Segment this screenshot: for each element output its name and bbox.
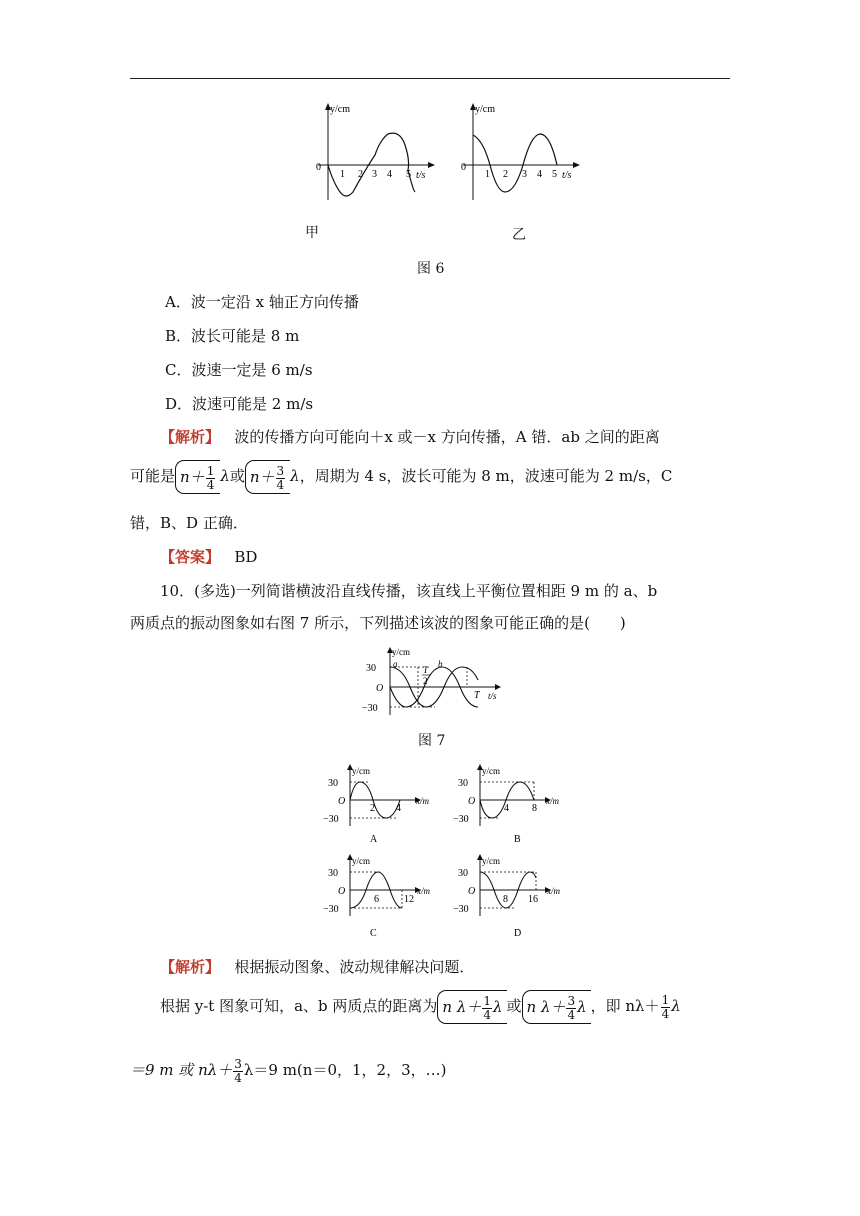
fig6-jia-tick: 2 [358,169,363,180]
q10-lambda-3: λ [671,997,681,1015]
q10-expr-1 [437,990,506,1024]
option-d-tick: 8 [503,894,508,905]
q9-frac-2-num: 3 [276,463,285,478]
q9-answer [160,546,257,567]
option-a-label: A [370,834,378,845]
fig7-graph [360,645,510,717]
q10-frac-3 [661,994,671,1021]
option-d-y-pos: 30 [458,868,468,879]
option-a: A．波一定沿 x 轴正方向传播 [165,293,359,311]
q10-frac-2-den: 4 [567,1007,576,1022]
q9-or: 或 [229,467,245,485]
q9-analysis-line3: 错，B、D 正确． [130,514,248,532]
option-b-y-axis: y/cm [482,766,500,776]
q10-mid: ，即 nλ＋ [590,997,660,1015]
q10-frac-3-num: 1 [661,992,670,1007]
q9-analysis-post: ，周期为 4 s，波长可能为 8 m，波速可能为 2 m/s，C [299,467,673,485]
fig6-graph-yi [455,100,585,205]
option-b-y-neg: −30 [453,814,469,825]
q9-frac-1-num: 1 [206,463,215,478]
fig7-t-tick: T [474,690,480,701]
fig6-label-jia: 甲 [305,225,319,241]
option-b: B．波长可能是 8 m [165,327,300,345]
option-graph-d [448,852,578,942]
q9-analysis-pre: 可能是 [130,467,176,485]
option-b-x-axis: x/m [546,796,559,806]
q10-expr-1-n: n λ＋ [442,998,482,1016]
fig6-jia-y-axis-label: y/cm [330,104,350,115]
fig6-jia-tick: 1 [340,169,345,180]
option-d-y-neg: −30 [453,904,469,915]
option-b-y-pos: 30 [458,778,468,789]
fig6-caption: 图 6 [417,261,445,277]
option-d-y-zero: O [468,886,476,897]
option-graph-a [318,762,448,846]
q10-analysis-text1: 根据振动图象、波动规律解决问题． [234,958,475,976]
q10-expr-2-n: n λ＋ [526,998,566,1016]
fig7-caption: 图 7 [418,733,446,749]
q9-expr-1-n: n＋ [180,468,205,486]
q10-frac-2 [566,995,576,1022]
q10-frac-1-num: 1 [483,993,491,1008]
option-b-label: B [514,834,521,845]
option-d-tick: 16 [528,894,538,905]
q9-analysis-line2 [130,458,672,494]
fig6-yi-t-axis-label: t/s [562,170,572,181]
option-d-label: D [514,928,522,939]
fig6-graph-jia [310,100,440,205]
option-c-x-axis: x/m [417,886,430,896]
fig6-jia-tick: 3 [372,169,377,180]
q10-analysis-line2 [160,988,681,1032]
q9-analysis-line1 [160,426,660,447]
fig7-y-axis-label: y/cm [392,647,410,657]
fig7-y-zero: O [376,683,384,694]
q10-line2: 两质点的振动图象如右图 7 所示，下列描述该波的图象可能正确的是( ) [130,614,626,632]
q10-frac-3-den: 4 [661,1006,670,1021]
q9-lambda-1: λ [220,467,230,485]
q9-analysis-text1: 波的传播方向可能向＋x 或－x 方向传播，A 错．ab 之间的距离 [234,428,660,446]
option-c-y-zero: O [338,886,346,897]
q9-frac-2 [276,465,286,492]
fig7-half-t-den: 2 [423,676,428,686]
option-graph-b [448,762,578,846]
option-a-y-axis: y/cm [352,766,370,776]
fig6-yi-origin: 0 [461,162,466,173]
header-rule [130,78,730,79]
fig6-jia-tick: 4 [387,169,392,180]
q10-lambda-1: λ [493,998,503,1016]
q10-line3-post: λ＝9 m(n＝0，1，2，3，…) [243,1061,447,1079]
q10-frac-1 [482,995,492,1022]
q9-expr-1 [175,460,220,494]
option-c-tick: 12 [404,894,414,905]
fig7-t-axis-label: t/s [488,691,497,701]
q10-frac-4 [233,1058,243,1085]
answer-tag: 【答案】 [160,548,221,566]
option-d: D．波速可能是 2 m/s [165,395,314,413]
q9-frac-2-den: 4 [276,477,285,492]
fig6-yi-tick: 2 [503,169,508,180]
fig6-yi-tick: 5 [552,169,557,180]
option-b-y-zero: O [468,796,476,807]
q10-frac-1-den: 4 [483,1007,491,1022]
q10-or: 或 [506,997,522,1015]
fig6-yi-tick: 1 [485,169,490,180]
q10-frac-4-den: 4 [234,1070,242,1085]
fig6-yi-y-axis-label: y/cm [475,104,495,115]
q9-frac-1-den: 4 [206,477,215,492]
q10-analysis-pre: 根据 y-t 图象可知，a、b 两质点的距离为 [160,997,438,1015]
q10-analysis-line3 [130,1052,446,1088]
q9-expr-2 [245,460,290,494]
fig6-jia-tick: 5 [406,169,411,180]
fig6-yi-tick: 4 [537,169,542,180]
option-a-tick: 4 [396,803,401,814]
option-d-x-axis: x/m [547,886,560,896]
option-c-label: C [370,928,377,939]
option-b-tick: 8 [532,803,537,814]
q10-line1: 10．(多选)一列简谐横波沿直线传播，该直线上平衡位置相距 9 m 的 a、b [160,582,658,600]
option-a-tick: 2 [370,803,375,814]
analysis-tag: 【解析】 [160,958,221,976]
option-a-x-axis: x/m [416,796,429,806]
q10-line3-pre: ＝9 m 或 nλ＋ [130,1061,233,1079]
analysis-tag: 【解析】 [160,428,221,446]
q10-analysis-line1 [160,956,474,977]
option-a-y-neg: −30 [323,814,339,825]
fig6-jia-t-axis-label: t/s [416,170,426,181]
answer-value: BD [234,548,258,566]
q10-frac-4-num: 3 [234,1056,242,1071]
q9-expr-2-n: n＋ [249,468,275,486]
option-graph-c [318,852,448,942]
option-c-y-pos: 30 [328,868,338,879]
option-c: C．波速一定是 6 m/s [165,361,313,379]
fig7-label-a: a [393,659,398,669]
option-d-y-axis: y/cm [482,856,500,866]
q10-expr-2 [522,990,591,1024]
fig7-label-b: b [438,659,443,669]
option-a-y-zero: O [338,796,346,807]
fig7-y-pos: 30 [366,663,376,674]
fig7-y-neg: −30 [362,703,378,714]
q10-frac-2-num: 3 [567,993,576,1008]
q9-frac-1 [206,465,216,492]
option-a-y-pos: 30 [328,778,338,789]
q10-lambda-2: λ [577,998,587,1016]
fig7-half-t-num: T [423,665,429,675]
option-b-tick: 4 [504,803,509,814]
fig6-label-yi: 乙 [512,227,526,243]
fig6-jia-origin: 0 [316,162,321,173]
fig6-yi-tick: 3 [522,169,527,180]
option-c-tick: 6 [374,894,379,905]
option-c-y-neg: −30 [323,904,339,915]
option-c-y-axis: y/cm [352,856,370,866]
q9-lambda-2: λ [290,467,300,485]
